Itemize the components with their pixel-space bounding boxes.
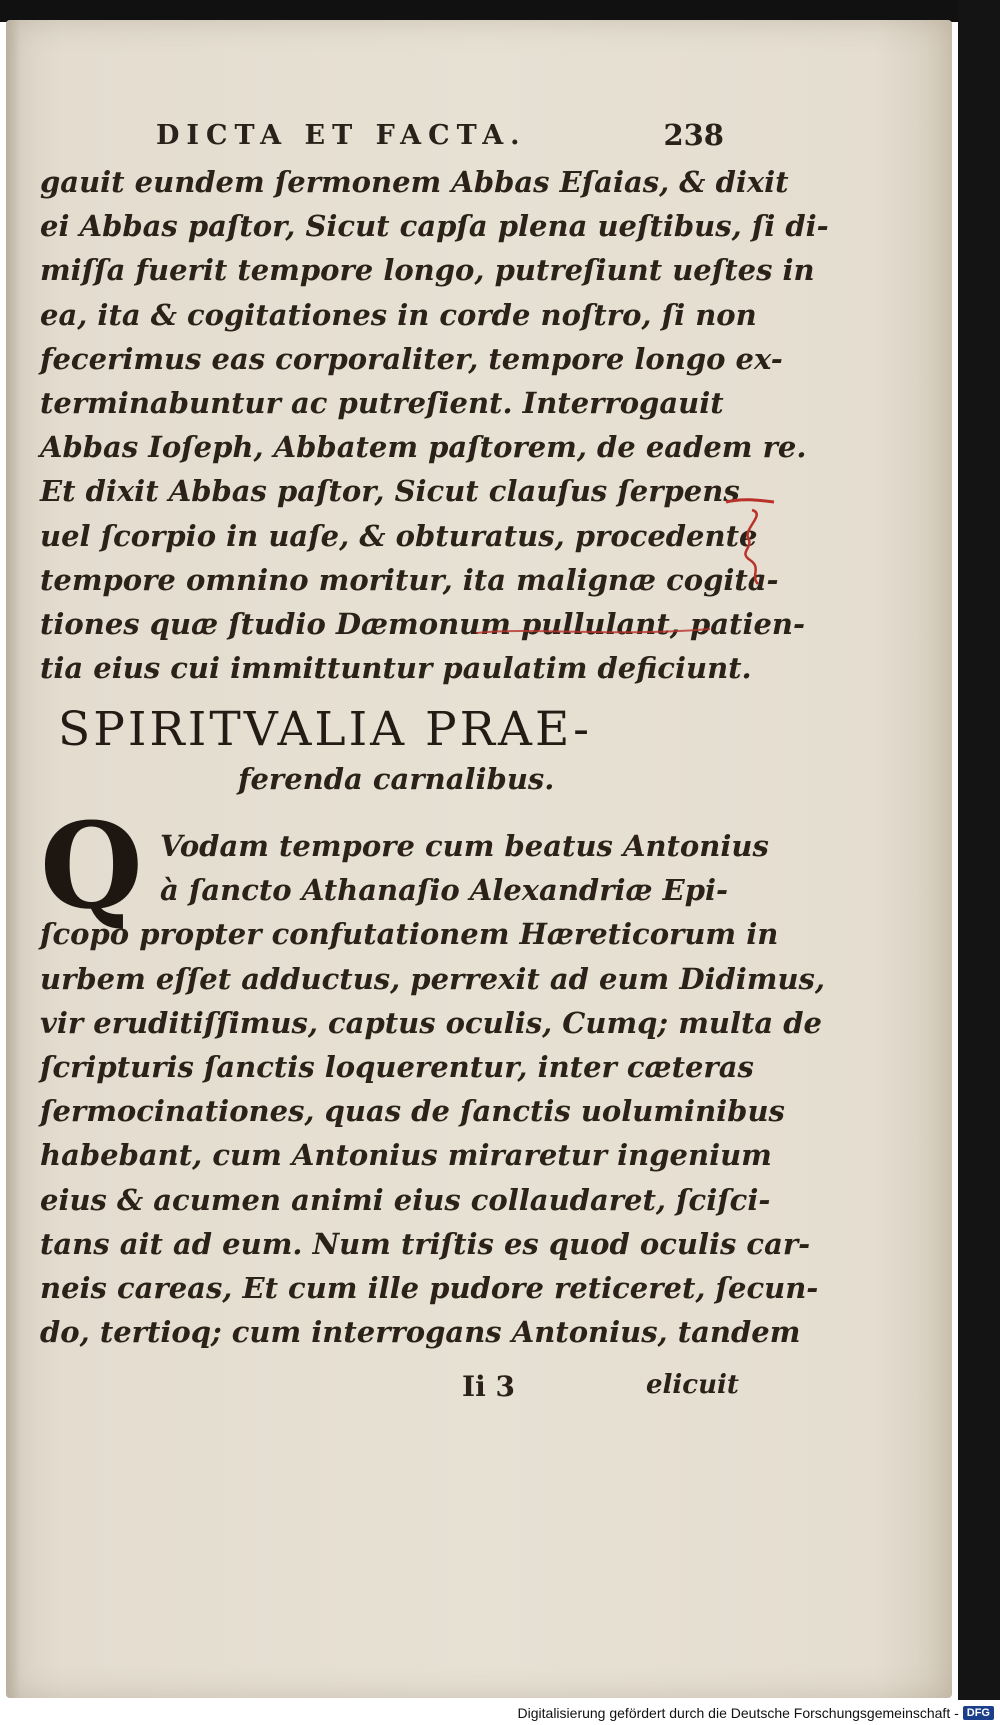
text-line: neis careas, Et cum ille pudore reticeret, ſecun-	[40, 1271, 819, 1306]
drop-cap-initial: Q	[40, 796, 143, 935]
margin-annotation-bracket	[722, 488, 782, 588]
text-line: do, tertioq; cum interrogans Antonius, tandem	[40, 1315, 801, 1350]
paragraph-1	[40, 160, 829, 690]
digitization-footer	[518, 1705, 994, 1721]
section-heading: SPIRITVALIA PRAE-	[58, 702, 593, 757]
text-line: miſſa fuerit tempore longo, putreſiunt ueſtes in	[40, 253, 815, 288]
page-header	[40, 118, 724, 160]
scan-background-top	[0, 0, 1000, 22]
text-line: Abbas Ioſeph, Abbatem paſtorem, de eadem re.	[40, 430, 807, 465]
text-line: terminabuntur ac putreſient. Interrogauit	[40, 386, 724, 421]
text-line: eius & acumen animi eius collaudaret, ſciſci-	[40, 1182, 771, 1217]
text-line: ſcripturis ſanctis loquerentur, inter cæteras	[40, 1050, 754, 1085]
signature-mark: Ii 3	[462, 1370, 515, 1403]
section-subheading: ferenda carnalibus.	[238, 762, 555, 796]
footer-text: Digitalisierung gefördert durch die Deutsche Forschungsgemeinschaft -	[517, 1705, 959, 1721]
catchword: elicuit	[646, 1370, 739, 1400]
text-line: tans ait ad eum. Num triſtis es quod oculis car-	[40, 1226, 811, 1261]
text-line: à ſancto Athanaſio Alexandriæ Epi-	[160, 873, 729, 908]
text-line: fecerimus eas corporaliter, tempore longo ex-	[40, 341, 783, 376]
page-number: 238	[663, 118, 724, 152]
text-line: ſermocinationes, quas de ſanctis uoluminibus	[40, 1094, 785, 1129]
text-line: uel ſcorpio in uaſe, & obturatus, procedente	[40, 518, 758, 553]
dfg-logo: DFG	[963, 1706, 994, 1720]
paragraph-2	[40, 796, 825, 1354]
page-gutter-shadow	[6, 20, 20, 1698]
text-line: ea, ita & cogitationes in corde noſtro, ſi non	[40, 297, 757, 332]
text-line: Et dixit Abbas paſtor, Sicut clauſus ſerpens	[40, 474, 740, 509]
text-line: ei Abbas paſtor, Sicut capſa plena ueſtibus, ſi di-	[40, 209, 829, 244]
text-line: gauit eundem ſermonem Abbas Eſaias, & dixit	[40, 165, 789, 199]
running-head: DICTA ET FACTA.	[156, 120, 527, 151]
text-line: tempore omnino moritur, ita malignæ cogita-	[40, 562, 779, 597]
text-line: Vodam tempore cum beatus Antonius	[160, 829, 769, 863]
scan-background-right	[958, 0, 1000, 1700]
text-line: habebant, cum Antonius miraretur ingenium	[40, 1138, 772, 1173]
text-line: ſcopo propter confutationem Hæreticorum in	[40, 917, 779, 952]
text-line: tia eius cui immittuntur paulatim deficiunt.	[40, 651, 752, 686]
text-line: vir eruditiſſimus, captus oculis, Cumq; multa de	[40, 1005, 823, 1040]
red-underline-annotation	[474, 621, 714, 641]
text-line: tiones quæ ſtudio Dæmonum pullulant, patien-	[40, 607, 806, 642]
text-line: urbem eſſet adductus, perrexit ad eum Didimus,	[40, 961, 825, 996]
